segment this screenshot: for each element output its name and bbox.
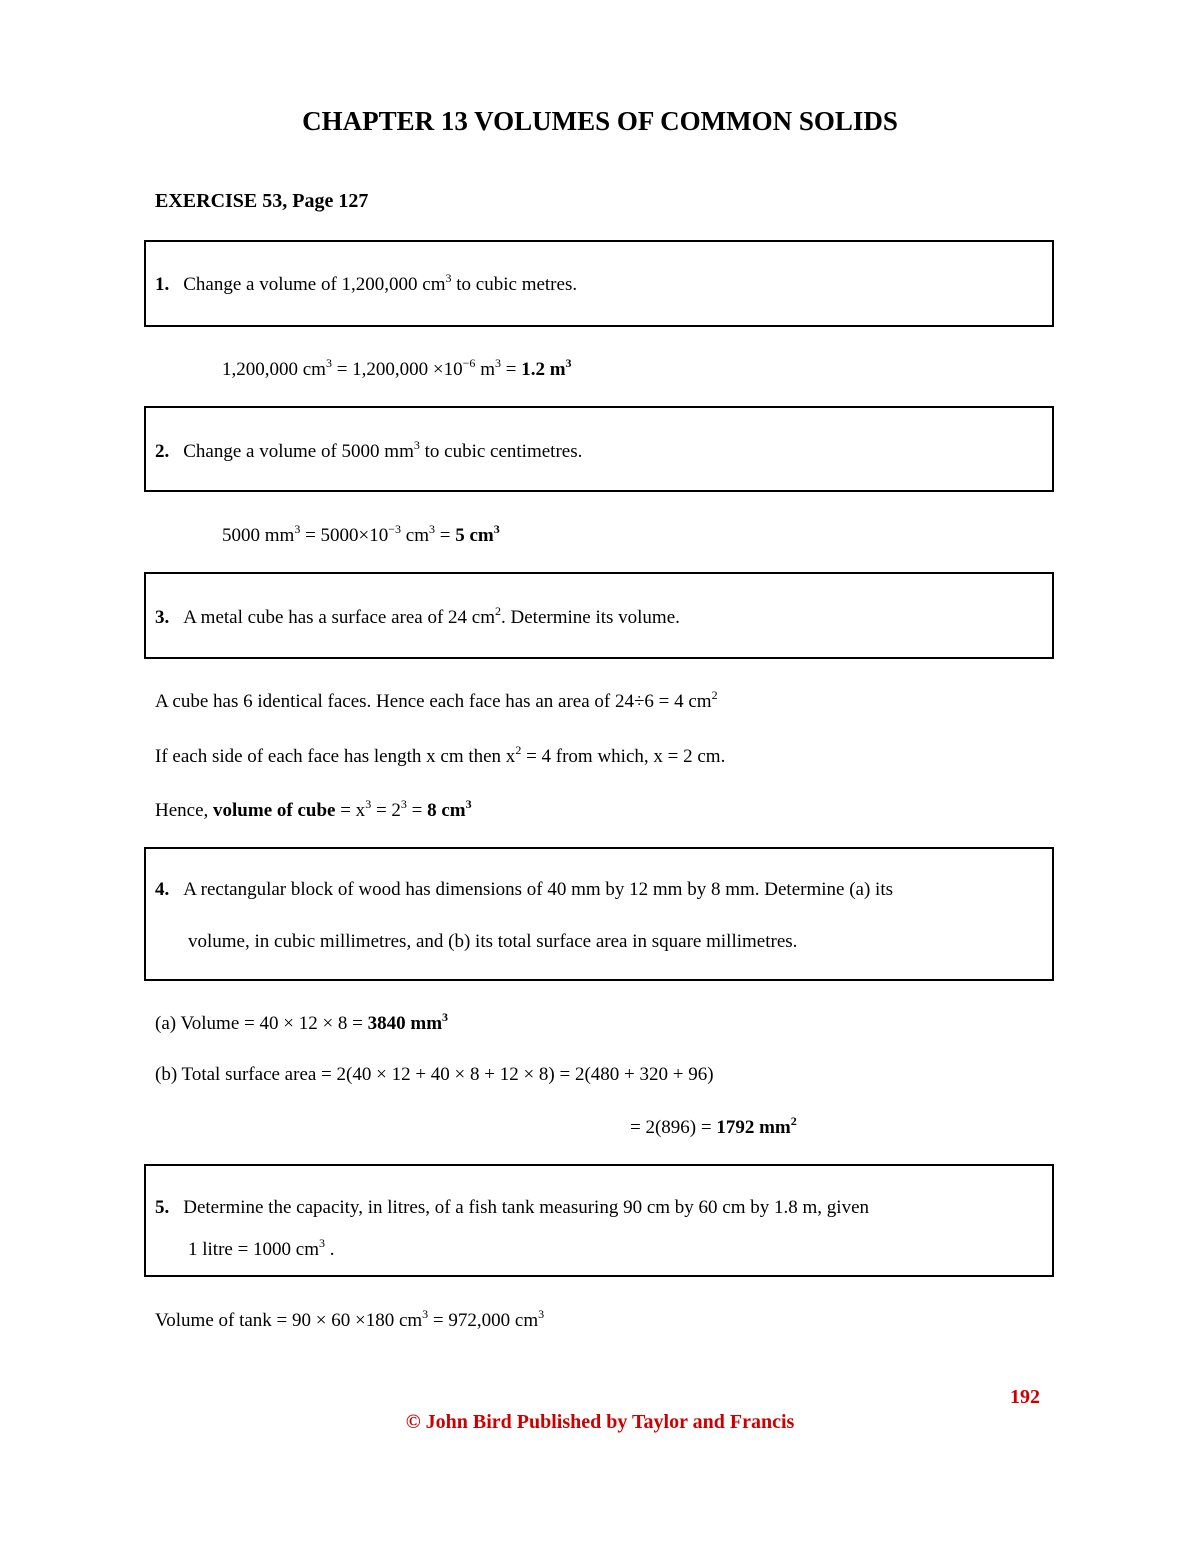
question-1-text: 1. Change a volume of 1,200,000 $cm^3$ to cubic metres. (155, 271, 578, 295)
answer-3-line-2: If each side of each face has length x cm then $x^2 = 4$ from which, x = 2 cm. (155, 743, 726, 767)
question-4-text-line-1: 4. A rectangular block of wood has dimensions of 40 mm by 12 mm by 8 mm. Determine (a) its (155, 879, 893, 900)
answer-4b-result: = 2(896) = 1792 $mm^2$ (630, 1114, 797, 1138)
answer-1: 1,200,000 $cm^3 = 1,200,000 \times 10^{-6}$ $m^3 = 1.2$ $m^3$ (222, 356, 572, 380)
answer-2: 5000 $mm^3 = 5000\times 10^{-3}$ $cm^3 = 5$ $cm^3$ (222, 522, 500, 546)
chapter-title: CHAPTER 13 VOLUMES OF COMMON SOLIDS (302, 106, 898, 136)
page-number: 192 (1010, 1386, 1040, 1408)
answer-3-line-1: A cube has 6 identical faces. Hence each face has an area of 24÷6 = 4 $cm^2$ (155, 688, 718, 712)
question-5-text-line-2: 1 litre = 1000 $cm^3$ . (188, 1236, 335, 1260)
answer-4a: (a) Volume = 40 × 12 × 8 = 3840 $mm^3$ (155, 1010, 449, 1034)
question-3-text: 3. A metal cube has a surface area of 24 $cm^2$. Determine its volume. (155, 604, 680, 628)
question-number: 3. (155, 607, 170, 628)
exercise-heading: EXERCISE 53, Page 127 (155, 190, 369, 212)
question-5-text-line-1: 5. Determine the capacity, in litres, of a fish tank measuring 90 cm by 60 cm by 1.8 m, given (155, 1197, 870, 1218)
copyright-footer: © John Bird Published by Taylor and Francis (405, 1411, 795, 1433)
answer-3-line-3: Hence, volume of cube = $x^3 = 2^3 = 8$ $cm^3$ (155, 797, 472, 821)
answer-4b: (b) Total surface area = 2(40 × 12 + 40 × 8 + 12 × 8) = 2(480 + 320 + 96) (155, 1064, 714, 1085)
question-number: 1. (155, 274, 170, 295)
question-4-text-line-2: volume, in cubic millimetres, and (b) its total surface area in square millimetres. (188, 931, 798, 952)
question-number: 5. (155, 1197, 170, 1218)
answer-5: Volume of tank = 90 × 60 ×180 $cm^3 = 972,000$ $cm^3$ (155, 1307, 545, 1331)
question-2-text: 2. Change a volume of 5000 $mm^3$ to cubic centimetres. (155, 438, 583, 462)
question-number: 2. (155, 441, 170, 462)
question-number: 4. (155, 879, 170, 900)
question-4-box (144, 847, 1054, 981)
